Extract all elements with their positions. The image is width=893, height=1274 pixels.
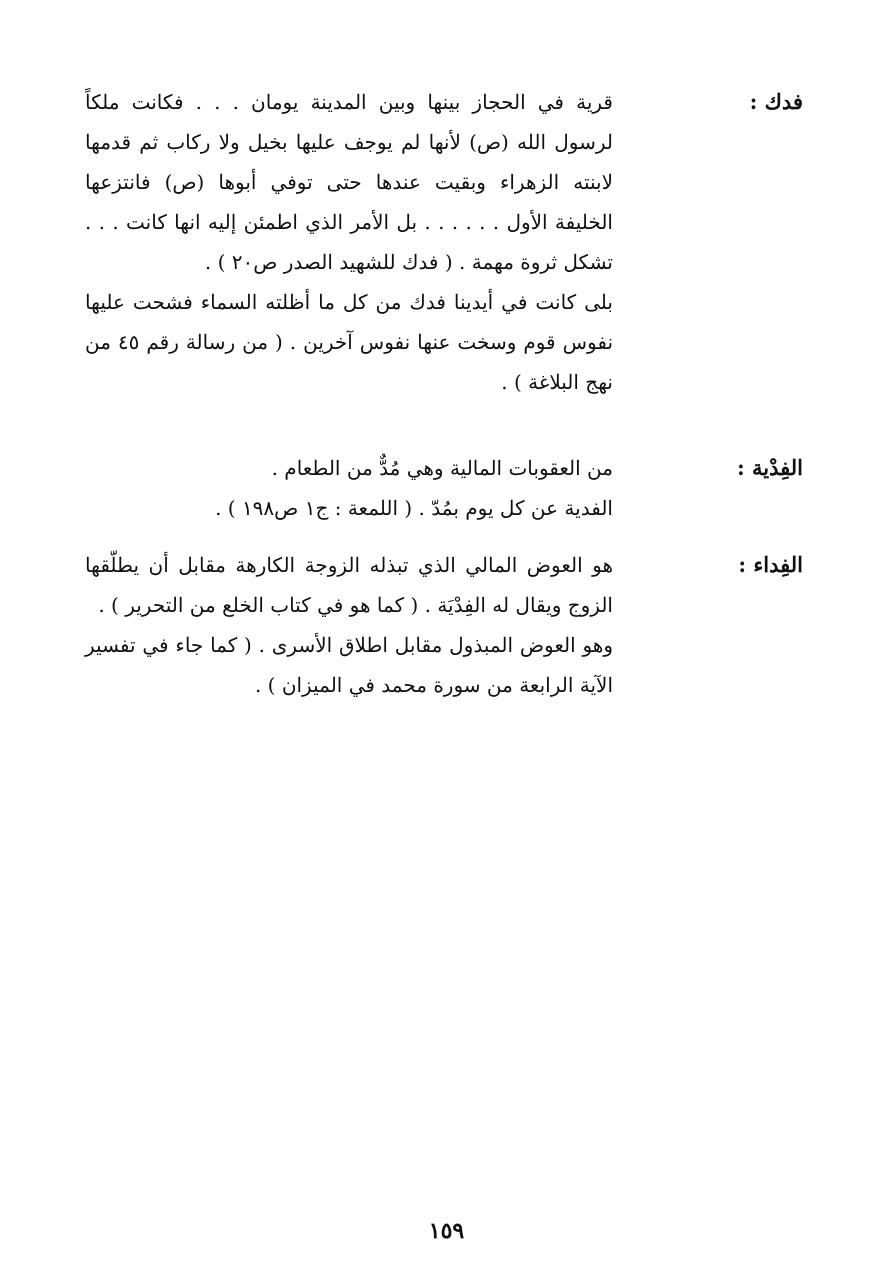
entry-fidaa (85, 545, 803, 755)
entry-body (85, 448, 613, 528)
entry-paragraph: هو العوض المالي الذي تبذله الزوجة الكارهة مقابل أن يطلّقها الزوج ويقال له الفِدْيَة . ( كما هو في كتاب الخلع من التحرير ) . (85, 553, 613, 617)
entry-body (85, 545, 613, 705)
entry-term: الفِداء : (738, 552, 803, 577)
entry-paragraph: قرية في الحجاز بينها وبين المدينة يومان . . . فكانت ملكاً لرسول الله (ص) لأنها لم يوجف عليها بخيل ولا ركاب ثم قدمها لابنته الزهراء وبقيت عندها حتى توفي أبوها (ص) فانتزعها الخليفة الأول . . . . . . بل الأمر الذي اطمئن إليه انها كانت . . . تشكل ثروة مهمة . ( فدك للشهيد الصدر ص٢٠ ) . (85, 90, 613, 274)
entry-paragraph: الفدية عن كل يوم بمُدّ . ( اللمعة : ج١ ص١٩٨ ) . (215, 496, 613, 520)
entry-term: فدك : (749, 89, 803, 114)
entry-fadak (85, 82, 803, 442)
entry-paragraph: بلى كانت في أيدينا فدك من كل ما أظلته السماء فشحت عليها نفوس قوم وسخت عنها نفوس آخرين . ( من رسالة رقم ٤٥ من نهج البلاغة ) . (85, 290, 614, 394)
entry-term: الفِدْية : (736, 455, 803, 480)
entry-paragraph: من العقوبات المالية وهي مُدٌّ من الطعام . (271, 456, 613, 480)
entry-body (85, 82, 613, 402)
entry-fidya (85, 448, 803, 538)
page-number: ١٥٩ (428, 1218, 465, 1244)
entry-paragraph: وهو العوض المبذول مقابل اطلاق الأسرى . ( كما جاء في تفسير الآية الرابعة من سورة محمد في الميزان ) . (85, 633, 613, 697)
